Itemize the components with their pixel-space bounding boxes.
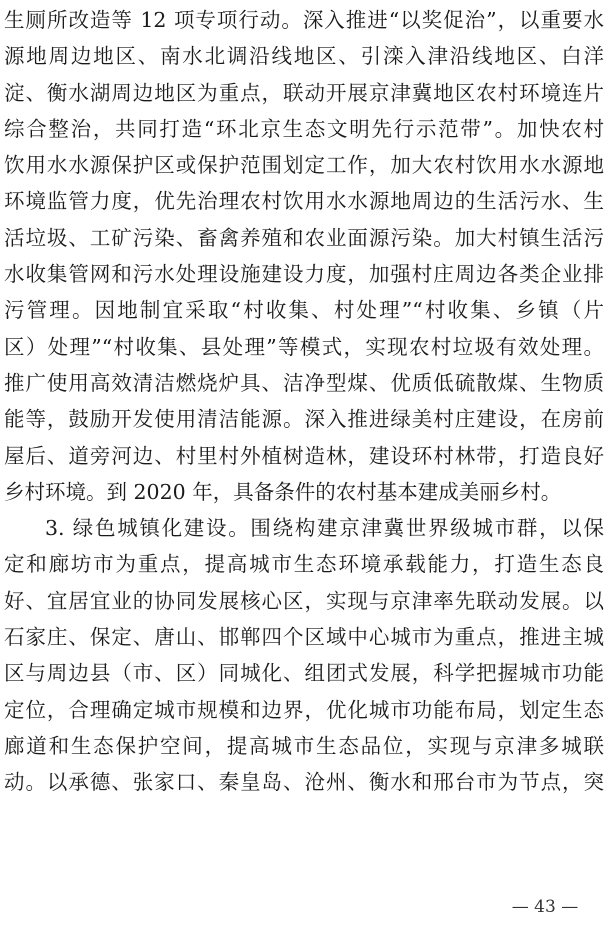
- text-line: 综合整治，共同打造“环北京生态文明先行示范带”。加快农村: [4, 116, 604, 141]
- paragraph-end-line: 乡村环境。到 2020 年，具备条件的农村基本建成美丽乡村。: [4, 479, 562, 504]
- text-line: 推广使用高效清洁燃烧炉具、洁净型煤、优质低硫散煤、生物质: [4, 370, 604, 395]
- text-line: 石家庄、保定、唐山、邯郸四个区域中心城市为重点，推进主城: [4, 625, 604, 650]
- text-line: 活垃圾、工矿污染、畜禽养殖和农业面源污染。加大村镇生活污: [4, 225, 604, 250]
- section-heading-line: 3. 绿色城镇化建设。围绕构建京津冀世界级城市群，以保: [45, 516, 604, 541]
- text-line: 动。以承德、张家口、秦皇岛、沧州、衡水和邢台市为节点，突: [4, 770, 604, 795]
- text-line: 生厕所改造等 12 项专项行动。深入推进“以奖促治”，以重要水: [4, 8, 604, 32]
- text-line: 水收集管网和污水处理设施建设力度，加强村庄周边各类企业排: [4, 262, 604, 287]
- text-line: 廊道和生态保护空间，提高城市生态品位，实现与京津多城联: [4, 733, 604, 758]
- body-text: [4, 2, 604, 801]
- text-line: 饮用水水源保护区或保护范围划定工作，加大农村饮用水水源地: [4, 153, 604, 178]
- text-line: 定位，合理确定城市规模和边界，优化城市功能布局，划定生态: [4, 697, 604, 722]
- text-line: 区）处理”“村收集、县处理”等模式，实现农村垃圾有效处理。: [4, 334, 604, 359]
- text-line: 污管理。因地制宜采取“村收集、村处理”“村收集、乡镇（片: [4, 298, 604, 323]
- text-line: 能等，鼓励开发使用清洁能源。深入推进绿美村庄建设，在房前: [4, 407, 604, 432]
- text-line: 区与周边县（市、区）同城化、组团式发展，科学把握城市功能: [4, 661, 604, 686]
- text-line: 源地周边地区、南水北调沿线地区、引滦入津沿线地区、白洋: [4, 44, 604, 69]
- text-line: 定和廊坊市为重点，提高城市生态环境承载能力，打造生态良: [4, 552, 604, 577]
- text-line: 屋后、道旁河边、村里村外植树造林，建设环村林带，打造良好: [4, 443, 604, 468]
- text-line: 淀、衡水湖周边地区为重点，联动开展京津冀地区农村环境连片: [4, 80, 604, 105]
- text-line: 环境监管力度，优先治理农村饮用水水源地周边的生活污水、生: [4, 189, 604, 214]
- text-line: 好、宜居宜业的协同发展核心区，实现与京津率先联动发展。以: [4, 588, 604, 613]
- page-number: — 43 —: [511, 897, 579, 917]
